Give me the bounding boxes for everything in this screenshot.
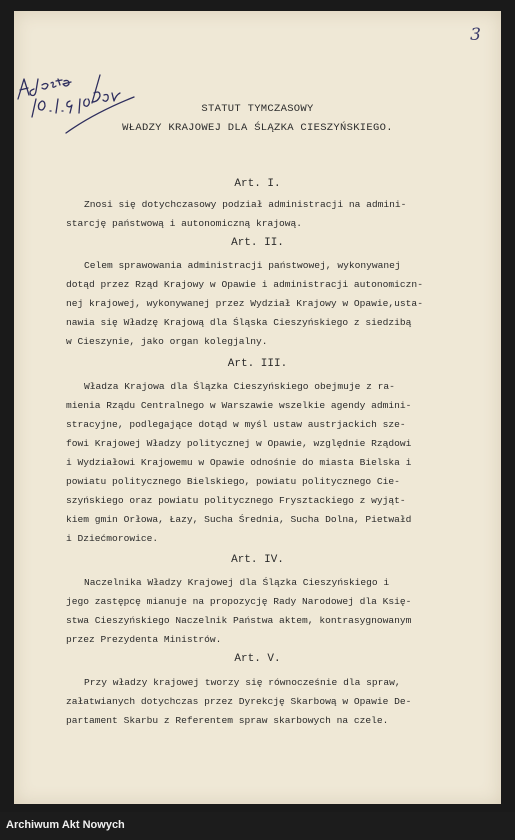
article-1-body: [14, 195, 501, 233]
article-3-line: mienia Rządu Centralnego w Warszawie wszelkie agendy admini-: [66, 400, 412, 411]
article-2-line: dotąd przez Rząd Krajowy w Opawie i administracji autonomiczn-: [66, 279, 423, 290]
article-4-line: jego zastępcę mianuje na propozycję Rady Narodowej dla Księ-: [66, 596, 412, 607]
article-4-line: przez Prezydenta Ministrów.: [66, 634, 222, 645]
article-3-line: powiatu politycznego Bielskiego, powiatu politycznego Cie-: [66, 476, 400, 487]
article-3-line: fowi Krajowej Władzy politycznej w Opawie, względnie Rządowi: [66, 438, 412, 449]
article-4-line: Naczelnika Władzy Krajowej dla Ślązka Cieszyńskiego i: [84, 577, 390, 588]
document-title-line1: STATUT TYMCZASOWY: [201, 103, 314, 115]
document-title-line2: WŁADZY KRAJOWEJ DLA ŚLĄZKA CIESZYŃSKIEGO.: [122, 122, 393, 134]
article-2-body: [14, 256, 501, 351]
article-5-body: [14, 673, 501, 730]
article-3-line: szyńskiego oraz powiatu politycznego Frysztackiego z wyjąt-: [66, 495, 406, 506]
article-2-line: nawia się Władzę Krajową dla Śląska Cieszyńskiego z siedzibą: [66, 317, 412, 328]
article-3-line: Władza Krajowa dla Ślązka Cieszyńskiego obejmuje z ra-: [84, 381, 395, 392]
article-1-line: starcję państwową i autonomiczną krajową.: [66, 218, 303, 229]
article-1-line: Znosi się dotychczasowy podział administracji na admini-: [84, 199, 407, 210]
article-3-line: stracyjne, podlegające dotąd w myśl ustaw austrjackich sze-: [66, 419, 406, 430]
article-5-line: partament Skarbu z Referentem spraw skarbowych na czele.: [66, 715, 389, 726]
article-3-line: i Wydziałowi Krajowemu w Opawie odnośnie do miasta Bielska i: [66, 457, 412, 468]
page-number: 3: [470, 25, 481, 45]
article-5-line: Przy władzy krajowej tworzy się równocześnie dla spraw,: [84, 677, 401, 688]
article-1-heading: Art. I.: [234, 178, 281, 190]
article-2-line: Celem sprawowania administracji państwowej, wykonywanej: [84, 260, 401, 271]
article-2-line: nej krajowej, wykonywanej przez Wydział Krajowy w Opawie,usta-: [66, 298, 423, 309]
article-3-body: [14, 377, 501, 548]
article-5-line: załatwianych dotychczas przez Dyrekcję Skarbową w Opawie De-: [66, 696, 412, 707]
article-3-line: i Dziećmorowice.: [66, 533, 159, 544]
article-5-heading: Art. V.: [234, 653, 281, 665]
article-2-heading: Art. II.: [231, 237, 284, 249]
article-3-line: kiem gmin Orłowa, Łazy, Sucha Średnia, Sucha Dolna, Pietwałd: [66, 514, 412, 525]
article-3-heading: Art. III.: [227, 358, 288, 370]
article-2-line: w Cieszynie, jako organ kolegjalny.: [66, 336, 268, 347]
document-page: [14, 11, 501, 804]
article-4-body: [14, 573, 501, 649]
article-4-line: stwa Cieszyńskiego Naczelnik Państwa aktem, kontrasygnowanym: [66, 615, 412, 626]
archive-label: Archiwum Akt Nowych: [6, 819, 125, 831]
article-4-heading: Art. IV.: [231, 554, 284, 566]
